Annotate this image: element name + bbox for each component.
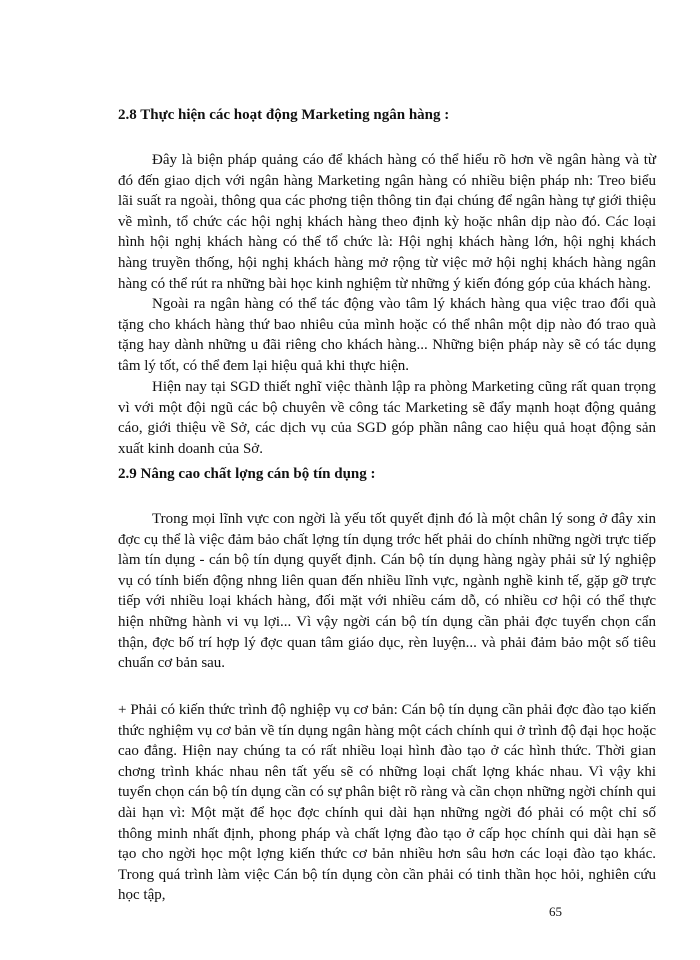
section-heading-2-9: 2.9 Nâng cao chất lợng cán bộ tín dụng : bbox=[118, 466, 376, 482]
paragraph-knowledge-requirement: + Phải có kiến thức trình độ nghiệp vụ cơ bản: Cán bộ tín dụng cần phải đợc đào tạo kiến thức nghiệm vụ cơ bản về tín dụng ngân hàng một cách chính qui ở trình độ đại học hoặc cao đẳng. Hiện nay chúng ta có rất nhiều loại hình đào tạo ở các hình thức. Thời gian chơng trình khác nhau nên tất yếu sẽ có những loại chất lợng khác nhau. Vì vậy khi tuyển chọn cán bộ tín dụng cần có sự phân biệt rõ ràng và cần chọn những ngời chính qui dài hạn vì: Một mặt để học đợc chính qui dài hạn những ngời đó phải có một chỉ số thông minh nhất định, phong pháp và chất lợng đào tạo ở cấp học chính qui dài hạn sẽ tạo cho ngời học một lợng kiến thức cơ bản nhiều hơn sâu hơn các loại đào tạo khác. Trong quá trình làm việc Cán bộ tín dụng còn cần phải có tinh thần học hỏi, nghiên cứu học tập, bbox=[118, 702, 656, 904]
paragraph-gifts: Ngoài ra ngân hàng có thể tác động vào tâm lý khách hàng qua việc trao đổi quà tặng cho khách hàng thứ bao nhiêu của mình hoặc có thể nhân một dịp nào đó trao quà tặng hay dành những u đãi riêng cho khách hàng... Những biện pháp này sẽ có tác dụng tâm lý tốt, có thể đem lại hiệu quả khi thực hiện. bbox=[118, 296, 656, 374]
paragraph-marketing-department: Hiện nay tại SGD thiết nghĩ việc thành lập ra phòng Marketing cũng rất quan trọng vì với một đội ngũ các bộ chuyên về công tác Marketing sẽ đẩy mạnh hoạt động quảng cáo, giới thiệu về Sở, các dịch vụ của SGD góp phần nâng cao hiệu quả hoạt động sản xuất kinh doanh của Sở. bbox=[118, 379, 656, 457]
section-heading-2-8: 2.8 Thực hiện các hoạt động Marketing ngân hàng : bbox=[118, 107, 450, 123]
paragraph-marketing-measures: Đây là biện pháp quảng cáo để khách hàng có thể hiểu rõ hơn về ngân hàng và từ đó đến giao dịch với ngân hàng Marketing ngân hàng có nhiều biện pháp nh: Treo biểu lãi suất ra ngoài, thông qua các phơng tiện thông tin đại chúng để ngân hàng tự giới thiệu về mình, tổ chức các hội nghị khách hàng theo định kỳ hoặc nhân dịp nào đó. Các loại hình hội nghị khách hàng có thể tổ chức là: Hội nghị khách hàng lớn, hội nghị khách hàng truyền thống, hội nghị khách hàng mở rộng từ việc mở hội nghị khách hàng ngân hàng có thể rút ra những bài học kinh nghiệm từ những ý kiến đóng góp của khách hàng. bbox=[118, 152, 656, 292]
paragraph-credit-staff: Trong mọi lĩnh vực con ngời là yếu tốt quyết định đó là một chân lý song ở đây xin đợc cụ thể là việc đảm bảo chất lợng tín dụng trớc hết phải do chính những ngời trực tiếp làm tín dụng - cán bộ tín dụng quyết định. Cán bộ tín dụng hàng ngày phải sử lý nghiệp vụ có tính biến động nhng liên quan đến nhiều lĩnh vực, ngành nghề kinh tế, gặp gỡ trực tiếp với nhiều loại khách hàng, đối mặt với nhiều cám dỗ, có nhiều cơ hội có thể thực hiện những hành vi vụ lợi... Vì vậy ngời cán bộ tín dụng cần phải đợc tuyển chọn cẩn thận, đợc bố trí hợp lý đợc quan tâm giáo dục, rèn luyện... và phải đảm bảo một số tiêu chuẩn cơ bản sau. bbox=[118, 511, 656, 672]
page-number: 65 bbox=[549, 904, 562, 919]
